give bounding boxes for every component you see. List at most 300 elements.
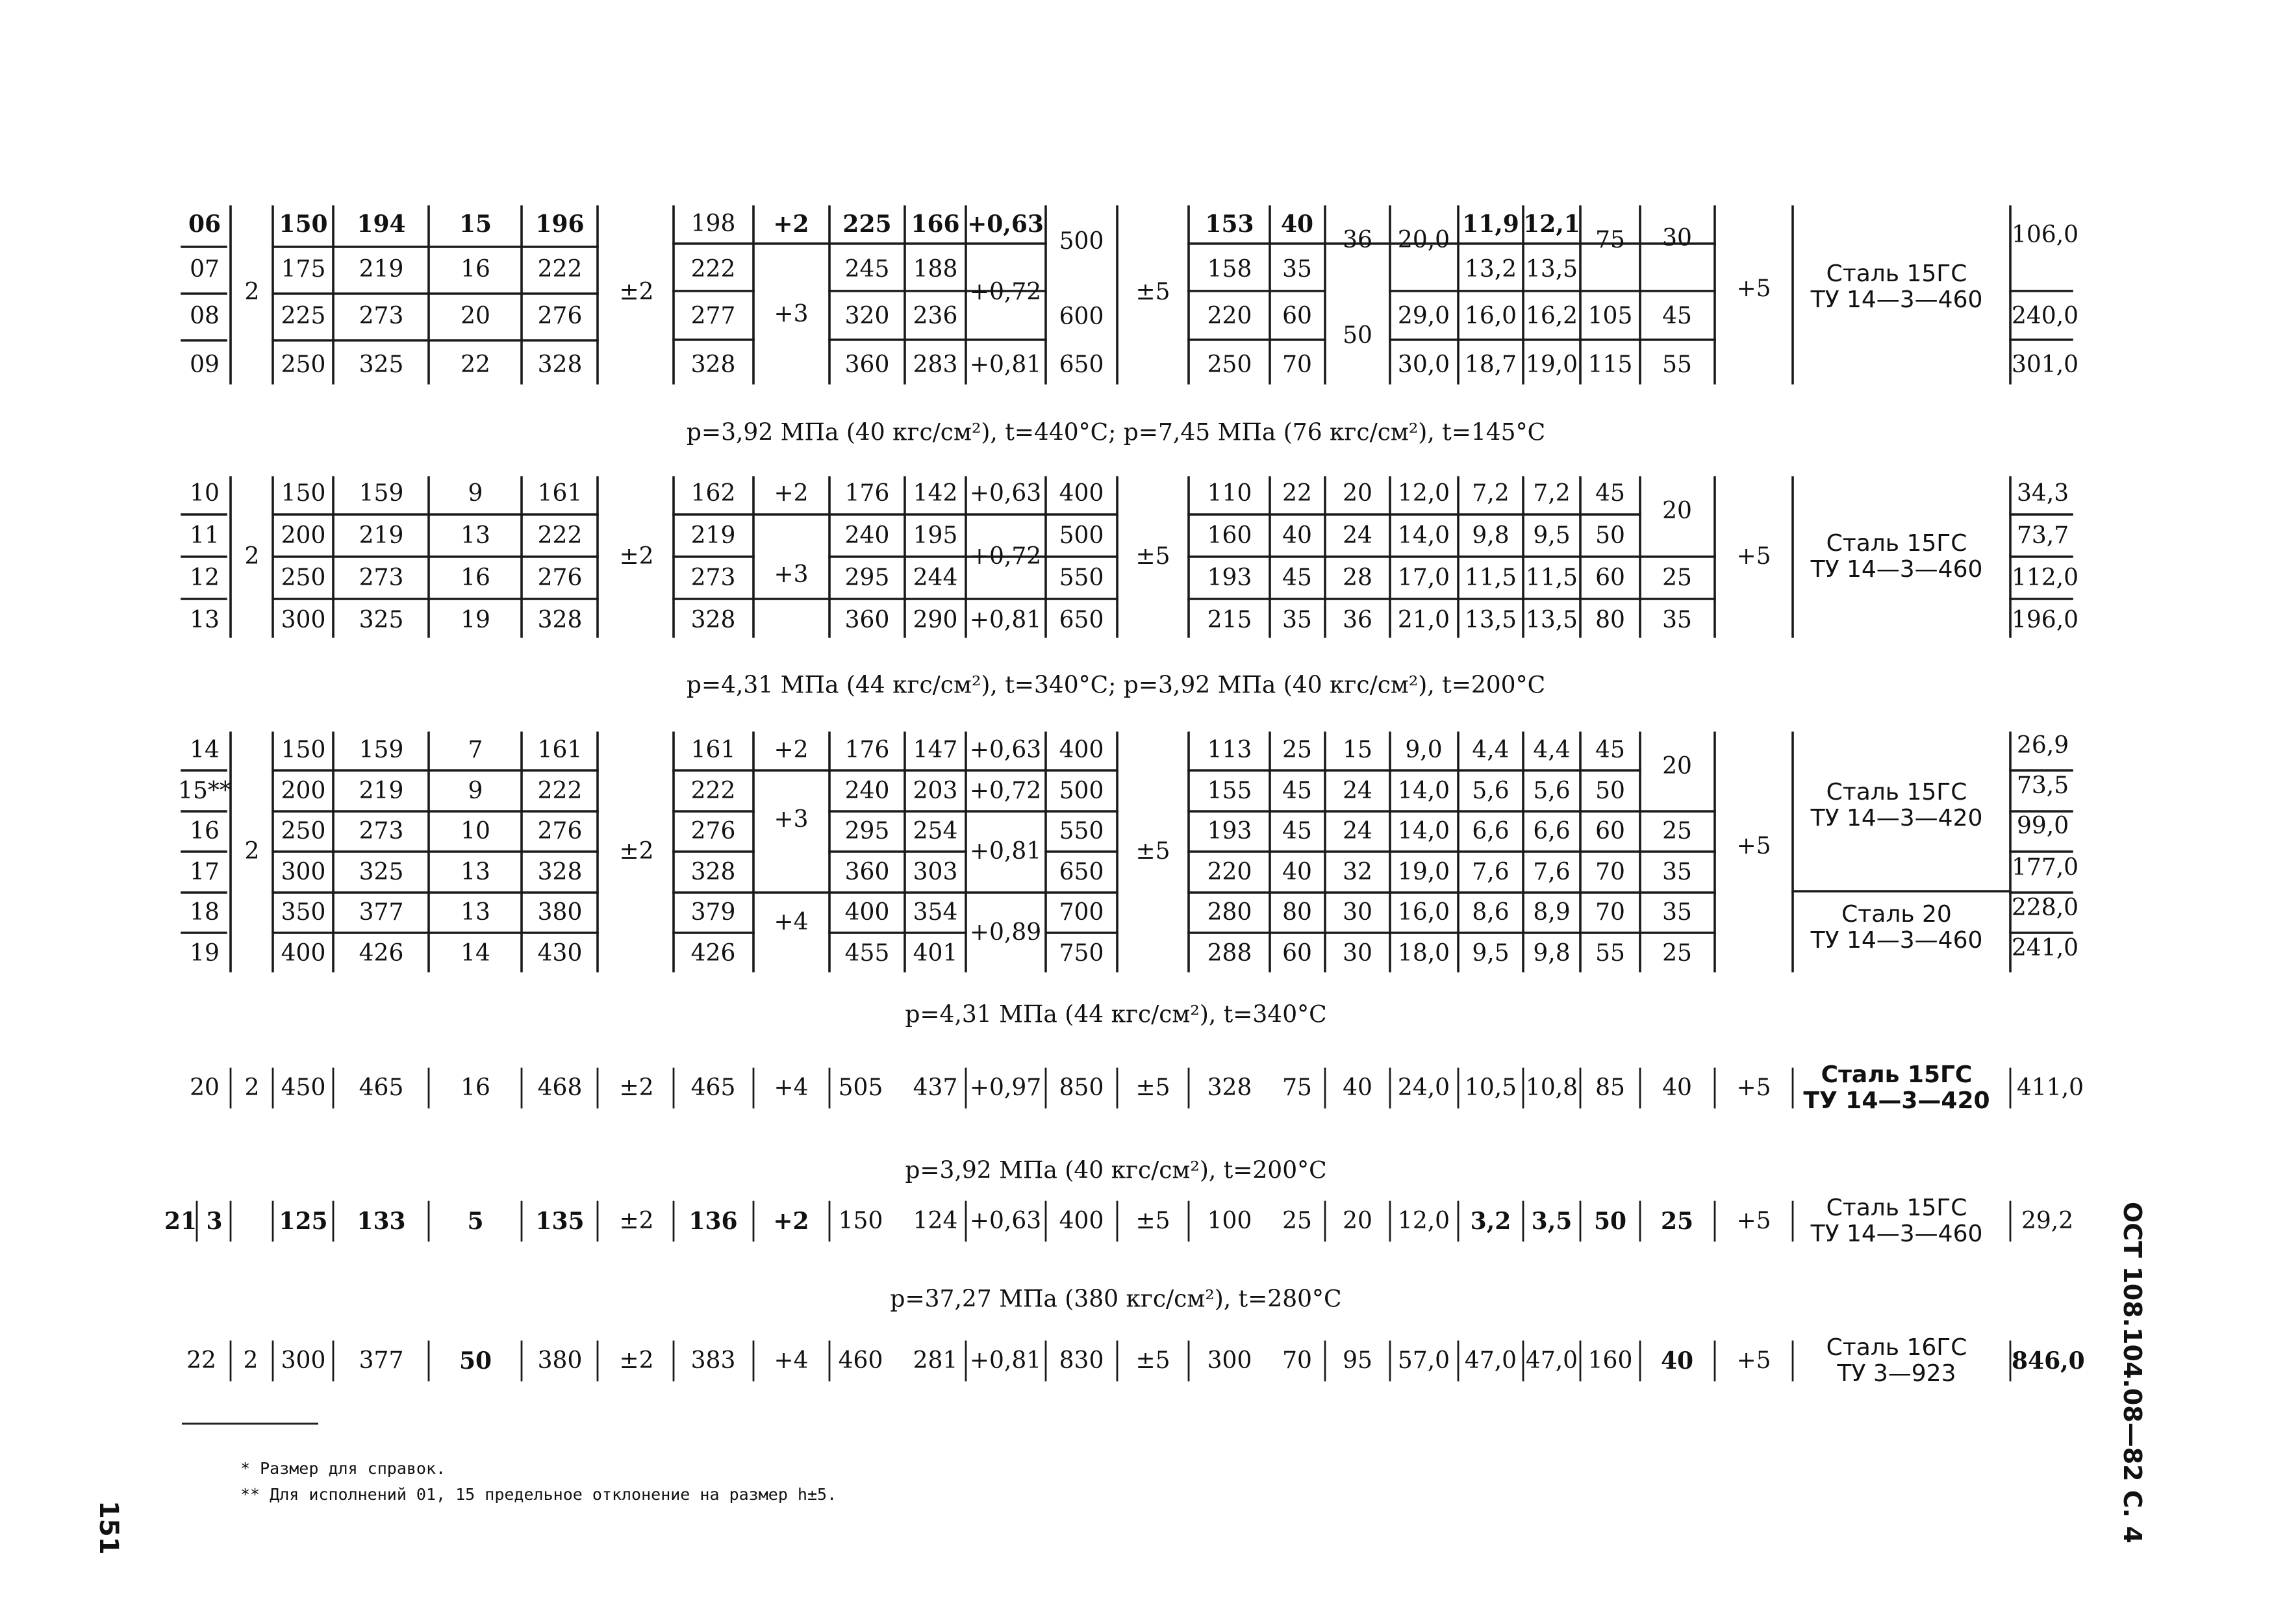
cell: 166 — [911, 210, 960, 238]
cell: 80 — [1282, 899, 1312, 926]
cell: 17,0 — [1397, 565, 1450, 591]
cell: 25 — [1662, 818, 1692, 844]
cell: 600 — [1059, 303, 1104, 330]
cell: 80 — [1595, 607, 1625, 633]
cell: 13 — [461, 899, 490, 926]
cell: 158 — [1207, 256, 1252, 283]
row-id: 10 — [190, 480, 220, 507]
cell: 193 — [1207, 565, 1252, 591]
footnote: ** Для исполнений 01, 15 предельное отклонение на размер h±5. — [240, 1485, 837, 1504]
cell: 250 — [281, 818, 326, 844]
mass-value: 196,0 — [2012, 607, 2079, 633]
cell: 426 — [690, 940, 736, 967]
cell: 7,6 — [1472, 859, 1510, 885]
cell: 277 — [690, 303, 736, 329]
cell: 70 — [1595, 899, 1625, 926]
cell: 3,2 — [1470, 1208, 1511, 1235]
cell: 276 — [690, 818, 736, 844]
cell: 70 — [1282, 1347, 1312, 1374]
cell: 10 — [461, 818, 490, 844]
cell: 245 — [844, 256, 890, 283]
cell: 430 — [537, 940, 583, 967]
cell: 9,0 — [1405, 737, 1443, 763]
cell: 300 — [281, 1347, 326, 1374]
cell: 55 — [1595, 940, 1625, 967]
tolerance: +3 — [774, 561, 809, 588]
cell: 222 — [690, 256, 736, 283]
mass-value: 240,0 — [2012, 303, 2079, 329]
cell: 25 — [1282, 1208, 1312, 1234]
cell: 328 — [537, 351, 583, 378]
cell: 7,2 — [1472, 480, 1510, 507]
tolerance: +0,89 — [969, 919, 1042, 946]
cell: 377 — [359, 1347, 404, 1374]
cell: 354 — [913, 899, 958, 926]
cell: 244 — [913, 565, 958, 591]
row-id: 08 — [190, 303, 220, 329]
cell: 115 — [1587, 351, 1633, 378]
tolerance: +0,72 — [969, 778, 1042, 804]
row-id: 17 — [190, 859, 220, 885]
cell: 150 — [281, 737, 326, 763]
cell: 320 — [844, 303, 890, 329]
cell: 10,8 — [1525, 1074, 1578, 1101]
cell: 45 — [1595, 737, 1625, 763]
cell: 24 — [1343, 818, 1372, 844]
tolerance: +2 — [774, 737, 809, 763]
cell: 254 — [913, 818, 958, 844]
cell: 20 — [1662, 753, 1692, 780]
cell: 12,0 — [1397, 1208, 1450, 1234]
cell: 328 — [690, 607, 736, 633]
cell: 7 — [468, 737, 483, 763]
footnote: * Размер для справок. — [240, 1459, 446, 1478]
tolerance: +5 — [1736, 833, 1771, 859]
cell: 500 — [1059, 778, 1104, 804]
tolerance: +5 — [1736, 275, 1771, 302]
cell: 290 — [913, 607, 958, 633]
row-id: 20 — [190, 1074, 220, 1101]
cell: 400 — [281, 940, 326, 967]
cell: 30,0 — [1397, 351, 1450, 378]
cell: 20 — [1343, 1208, 1372, 1234]
cell: 40 — [1343, 1074, 1372, 1101]
cell: 380 — [537, 899, 583, 926]
tolerance: +3 — [774, 806, 809, 833]
cell: 303 — [913, 859, 958, 885]
tolerance: +0,81 — [969, 351, 1042, 378]
cell: 5,6 — [1533, 778, 1571, 804]
tolerance: ±2 — [619, 279, 654, 305]
tolerance: +0,81 — [969, 607, 1042, 633]
cell: 9,5 — [1472, 940, 1510, 967]
cell: 325 — [359, 351, 404, 378]
cell: 95 — [1343, 1347, 1372, 1374]
cell: 24,0 — [1397, 1074, 1450, 1101]
cell: 13,2 — [1464, 256, 1517, 283]
cell: 220 — [1207, 303, 1252, 329]
tolerance: ±5 — [1135, 543, 1170, 570]
tolerance: +5 — [1736, 1074, 1771, 1101]
cell: 300 — [281, 859, 326, 885]
tolerance: ±2 — [619, 838, 654, 865]
cell: 36 — [1343, 607, 1372, 633]
cell: 14,0 — [1397, 778, 1450, 804]
cell: 288 — [1207, 940, 1252, 967]
mass-value: 411,0 — [2017, 1074, 2084, 1101]
cell: 350 — [281, 899, 326, 926]
cell: 25 — [1282, 737, 1312, 763]
cell: 465 — [690, 1074, 736, 1101]
cell: 40 — [1660, 1347, 1694, 1375]
cell: 236 — [913, 303, 958, 329]
cell: 35 — [1662, 859, 1692, 885]
cell: 19 — [461, 607, 490, 633]
cell: 45 — [1595, 480, 1625, 507]
tolerance: +0,72 — [969, 279, 1042, 305]
cell: 50 — [1593, 1208, 1627, 1235]
cell: 14,0 — [1397, 522, 1450, 549]
tolerance: ±5 — [1135, 1347, 1170, 1374]
cell: 219 — [690, 522, 736, 549]
cell: 328 — [1207, 1074, 1252, 1101]
cell: 300 — [1207, 1347, 1252, 1374]
cell: 75 — [1595, 227, 1625, 253]
cell: 125 — [279, 1208, 328, 1235]
tolerance: +0,81 — [969, 838, 1042, 865]
cell: 325 — [359, 607, 404, 633]
cell: 13,5 — [1525, 607, 1578, 633]
cell: 57,0 — [1397, 1347, 1450, 1374]
cell: 60 — [1282, 940, 1312, 967]
cell: 70 — [1282, 351, 1312, 378]
cell: 155 — [1207, 778, 1252, 804]
cell: 35 — [1662, 899, 1692, 926]
tolerance: ±5 — [1135, 1208, 1170, 1234]
cell: 150 — [838, 1208, 883, 1234]
cell: 14 — [461, 940, 490, 967]
cell: 650 — [1059, 607, 1104, 633]
cell: 24 — [1343, 522, 1372, 549]
cell: 113 — [1207, 737, 1252, 763]
cell: 9,5 — [1533, 522, 1571, 549]
row-id: 18 — [190, 899, 220, 926]
cell: 159 — [359, 480, 404, 507]
mass-value: 34,3 — [2017, 480, 2069, 507]
cell: 450 — [281, 1074, 326, 1101]
cell: 9,8 — [1533, 940, 1571, 967]
cell: 400 — [1059, 1208, 1104, 1234]
tolerance: +0,63 — [969, 1208, 1042, 1234]
mass-value: 99,0 — [2017, 813, 2069, 839]
condition-line: p=37,27 МПа (380 кгс/см²), t=280°С — [890, 1286, 1342, 1313]
cell: 18,0 — [1397, 940, 1450, 967]
cell: 75 — [1282, 1074, 1312, 1101]
cell: 360 — [844, 859, 890, 885]
row-id: 14 — [190, 737, 220, 763]
group-count: 2 — [244, 838, 260, 865]
cell: 650 — [1059, 351, 1104, 378]
group-count: 2 — [244, 543, 260, 570]
cell: 35 — [1282, 607, 1312, 633]
cell: 194 — [357, 210, 406, 238]
cell: 500 — [1059, 228, 1104, 255]
cell: 225 — [842, 210, 892, 238]
cell: 250 — [281, 565, 326, 591]
cell: 830 — [1059, 1347, 1104, 1374]
condition-line: p=3,92 МПа (40 кгс/см²), t=440°С; p=7,45 МПа (76 кгс/см²), t=145°С — [686, 419, 1546, 446]
cell: 4,4 — [1472, 737, 1510, 763]
tolerance: +5 — [1736, 1208, 1771, 1234]
cell: 193 — [1207, 818, 1252, 844]
cell: 276 — [537, 565, 583, 591]
cell: 124 — [913, 1208, 958, 1234]
cell: 35 — [1662, 607, 1692, 633]
row-id: 16 — [190, 818, 220, 844]
cell: 13,5 — [1464, 607, 1517, 633]
row-id: 19 — [190, 940, 220, 967]
cell: 35 — [1282, 256, 1312, 283]
tolerance: ±5 — [1135, 279, 1170, 305]
cell: 11,9 — [1462, 210, 1519, 238]
cell: 47,0 — [1525, 1347, 1578, 1374]
material-label: Сталь 15ГС ТУ 14—3—460 — [1810, 530, 1983, 583]
cell: 8,6 — [1472, 899, 1510, 926]
cell: 133 — [357, 1208, 406, 1235]
cell: 383 — [690, 1347, 736, 1374]
cell: 175 — [281, 256, 326, 283]
cell: 7,6 — [1533, 859, 1571, 885]
cell: 176 — [844, 480, 890, 507]
tolerance: +2 — [773, 1208, 809, 1235]
row-id: 13 — [190, 607, 220, 633]
cell: 160 — [1207, 522, 1252, 549]
mass-value: 177,0 — [2012, 854, 2079, 881]
mass-value: 241,0 — [2012, 935, 2079, 961]
mass-value: 106,0 — [2012, 222, 2079, 248]
tolerance: ±2 — [619, 1208, 654, 1234]
cell: 55 — [1662, 351, 1692, 378]
cell: 20 — [1343, 480, 1372, 507]
cell: 377 — [359, 899, 404, 926]
cell: 750 — [1059, 940, 1104, 967]
cell: 325 — [359, 859, 404, 885]
cell: 650 — [1059, 859, 1104, 885]
cell: 7,2 — [1533, 480, 1571, 507]
cell: 550 — [1059, 818, 1104, 844]
cell: 203 — [913, 778, 958, 804]
tolerance: ±2 — [619, 1347, 654, 1374]
cell: 273 — [690, 565, 736, 591]
cell: 16 — [461, 565, 490, 591]
row-id: 06 — [188, 210, 221, 238]
cell: 12,0 — [1397, 480, 1450, 507]
tolerance: +0,63 — [967, 210, 1044, 238]
cell: 85 — [1595, 1074, 1625, 1101]
cell: 40 — [1282, 522, 1312, 549]
tolerance: ±5 — [1135, 838, 1170, 865]
cell: 379 — [690, 899, 736, 926]
row-id: 09 — [190, 351, 220, 378]
cell: 295 — [844, 818, 890, 844]
cell: 5 — [467, 1208, 484, 1235]
cell: 6,6 — [1472, 818, 1510, 844]
cell: 20,0 — [1397, 227, 1450, 253]
cell: 9 — [468, 778, 483, 804]
cell: 50 — [1595, 778, 1625, 804]
tolerance: +2 — [773, 210, 809, 238]
cell: 16,0 — [1464, 303, 1517, 329]
cell: 328 — [690, 859, 736, 885]
cell: 16 — [461, 1074, 490, 1101]
tolerance: ±5 — [1135, 1074, 1170, 1101]
cell: 200 — [281, 522, 326, 549]
cell: 50 — [1343, 322, 1372, 349]
cell: 161 — [537, 480, 583, 507]
cell: 8,9 — [1533, 899, 1571, 926]
condition-line: p=3,92 МПа (40 кгс/см²), t=200°С — [905, 1157, 1327, 1184]
tolerance: +0,63 — [969, 737, 1042, 763]
cell: 225 — [281, 303, 326, 329]
cell: 100 — [1207, 1208, 1252, 1234]
tolerance: +5 — [1736, 543, 1771, 570]
cell: 47,0 — [1464, 1347, 1517, 1374]
cell: 2 — [244, 1074, 260, 1101]
cell: 283 — [913, 351, 958, 378]
cell: 9 — [468, 480, 483, 507]
tolerance: +4 — [774, 1074, 809, 1101]
tolerance: +5 — [1736, 1347, 1771, 1374]
cell: 45 — [1282, 818, 1312, 844]
cell: 273 — [359, 303, 404, 329]
cell: 60 — [1595, 565, 1625, 591]
mass-value: 112,0 — [2012, 565, 2079, 591]
cell: 110 — [1207, 480, 1252, 507]
cell: 161 — [690, 737, 736, 763]
cell: 219 — [359, 256, 404, 283]
cell: 136 — [689, 1208, 738, 1235]
cell: 240 — [844, 778, 890, 804]
cell: 500 — [1059, 522, 1104, 549]
cell: 200 — [281, 778, 326, 804]
mass-value: 73,7 — [2017, 522, 2069, 549]
tolerance: +3 — [774, 301, 809, 327]
cell: 150 — [279, 210, 328, 238]
cell: 32 — [1343, 859, 1372, 885]
cell: 40 — [1662, 1074, 1692, 1101]
cell: 29,0 — [1397, 303, 1450, 329]
cell: 222 — [537, 778, 583, 804]
tolerance: +0,81 — [969, 1347, 1042, 1374]
cell: 142 — [913, 480, 958, 507]
cell: 40 — [1280, 210, 1314, 238]
cell: 195 — [913, 522, 958, 549]
condition-line: p=4,31 МПа (44 кгс/см²), t=340°С — [905, 1001, 1327, 1028]
cell: 36 — [1343, 227, 1372, 253]
cell: 6,6 — [1533, 818, 1571, 844]
cell: 13 — [461, 859, 490, 885]
tolerance: ±2 — [619, 1074, 654, 1101]
mass-value: 26,9 — [2017, 732, 2069, 759]
cell: 426 — [359, 940, 404, 967]
cell: 2 — [243, 1347, 259, 1374]
cell: 240 — [844, 522, 890, 549]
cell: 300 — [281, 607, 326, 633]
cell: 14,0 — [1397, 818, 1450, 844]
row-id: 15** — [178, 778, 231, 804]
cell: 13 — [461, 522, 490, 549]
document-side-header: ОСТ 108.104.08—82 С. 4 — [2118, 1202, 2147, 1543]
cell: 25 — [1662, 940, 1692, 967]
cell: 153 — [1205, 210, 1254, 238]
cell: 401 — [913, 940, 958, 967]
cell: 437 — [913, 1074, 958, 1101]
row-id: 22 — [186, 1347, 216, 1374]
footnote-rule — [182, 1423, 318, 1425]
cell: 3,5 — [1531, 1208, 1573, 1235]
cell: 60 — [1595, 818, 1625, 844]
cell: 24 — [1343, 778, 1372, 804]
cell: 19,0 — [1397, 859, 1450, 885]
cell: 30 — [1343, 899, 1372, 926]
cell: 400 — [844, 899, 890, 926]
cell: 219 — [359, 778, 404, 804]
cell: 850 — [1059, 1074, 1104, 1101]
cell: 22 — [1282, 480, 1312, 507]
cell: 135 — [535, 1208, 585, 1235]
material-label: Сталь 15ГС ТУ 14—3—460 — [1810, 260, 1983, 313]
cell: 360 — [844, 607, 890, 633]
cell: 276 — [537, 303, 583, 329]
cell: 147 — [913, 737, 958, 763]
cell: 10,5 — [1464, 1074, 1517, 1101]
mass-value: 301,0 — [2012, 351, 2079, 378]
row-id: 11 — [190, 522, 220, 549]
row-id: 12 — [190, 565, 220, 591]
cell: 13,5 — [1525, 256, 1578, 283]
cell: 20 — [1662, 498, 1692, 524]
material-label: Сталь 16ГС ТУ 3—923 — [1826, 1334, 1967, 1387]
tolerance: +4 — [774, 909, 809, 935]
cell: 21,0 — [1397, 607, 1450, 633]
cell: 220 — [1207, 859, 1252, 885]
mass-value: 228,0 — [2012, 894, 2079, 921]
row-id: 07 — [190, 256, 220, 283]
cell: 360 — [844, 351, 890, 378]
material-label: Сталь 15ГС ТУ 14—3—420 — [1810, 779, 1983, 831]
cell: 45 — [1662, 303, 1692, 329]
cell: 455 — [844, 940, 890, 967]
tolerance: +0,97 — [969, 1074, 1042, 1101]
condition-line: p=4,31 МПа (44 кгс/см²), t=340°С; p=3,92 МПа (40 кгс/см²), t=200°С — [686, 672, 1546, 699]
cell: 161 — [537, 737, 583, 763]
cell: 30 — [1343, 940, 1372, 967]
page-number: 151 — [94, 1501, 123, 1555]
cell: 22 — [461, 351, 490, 378]
cell: 188 — [913, 256, 958, 283]
cell: 215 — [1207, 607, 1252, 633]
cell: 20 — [461, 303, 490, 329]
material-label: Сталь 15ГС ТУ 14—3—420 — [1803, 1061, 1990, 1114]
cell: 25 — [1662, 565, 1692, 591]
cell: 281 — [913, 1347, 958, 1374]
cell: 105 — [1587, 303, 1633, 329]
tolerance: +2 — [774, 480, 809, 507]
cell: 30 — [1662, 225, 1692, 251]
cell: 60 — [1282, 303, 1312, 329]
cell: 400 — [1059, 737, 1104, 763]
cell: 550 — [1059, 565, 1104, 591]
